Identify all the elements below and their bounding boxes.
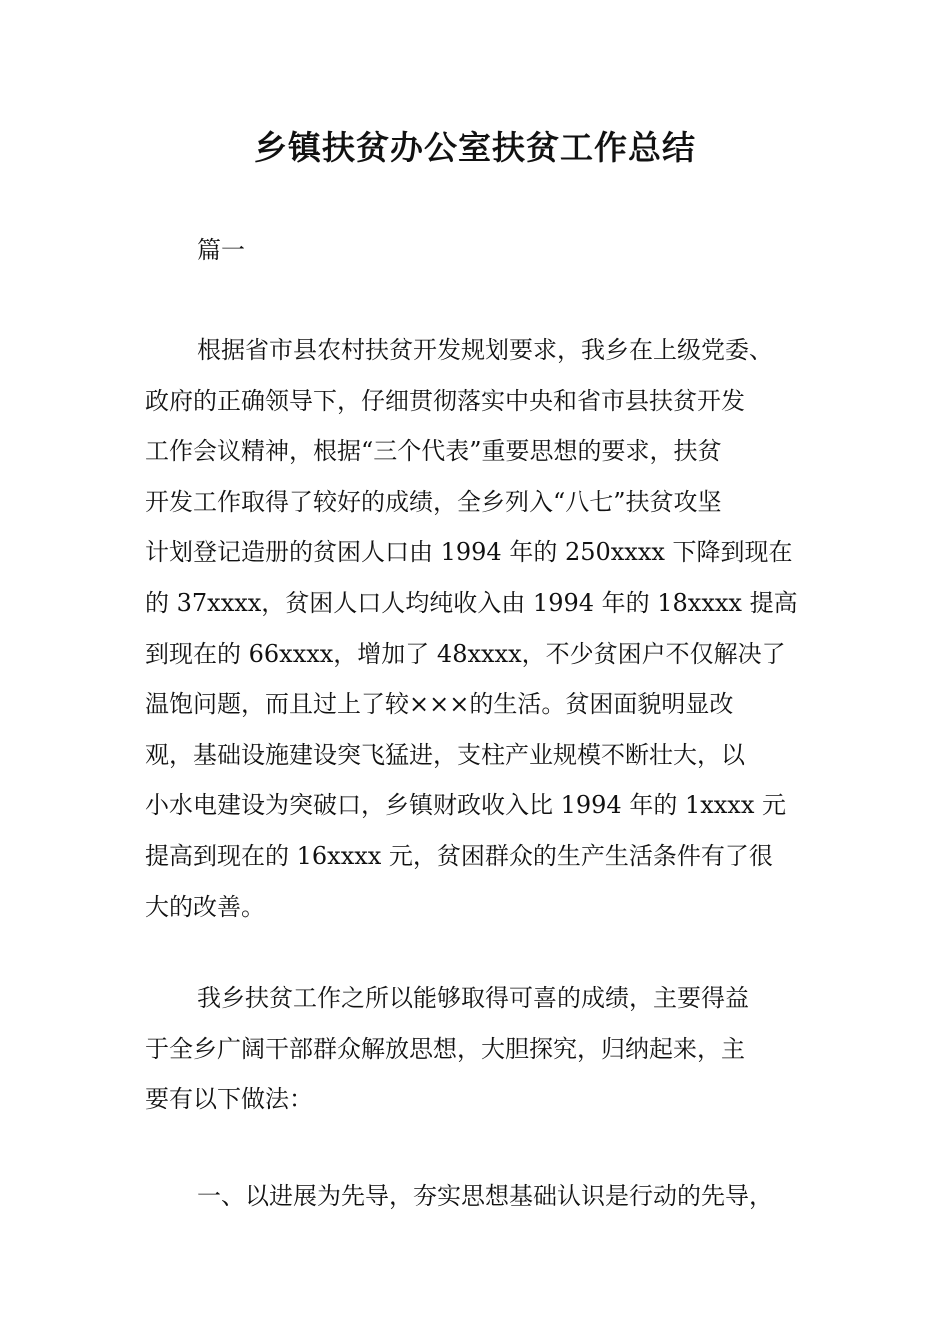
paragraph-line: 一、以进展为先导，夯实思想基础认识是行动的先导， xyxy=(197,1182,773,1210)
paragraph-line: 到现在的 66xxxx，增加了 48xxxx，不少贫困户不仅解决了 xyxy=(145,639,786,668)
paragraph-line: 政府的正确领导下，仔细贯彻落实中央和省市县扶贫开发 xyxy=(145,386,745,415)
paragraph xyxy=(145,1171,825,1222)
paragraph-line: 小水电建设为突破口，乡镇财政收入比 1994 年的 1xxxx 元 xyxy=(145,791,787,820)
paragraph-line: 的 37xxxx，贫困人口人均纯收入由 1994 年的 18xxxx 提高 xyxy=(145,588,798,617)
paragraph-line: 根据省市县农村扶贫开发规划要求，我乡在上级党委、 xyxy=(197,336,773,364)
paragraph-line: 温饱问题，而且过上了较×××的生活。贫困面貌明显改 xyxy=(145,690,734,719)
paragraph-line: 工作会议精神，根据“三个代表”重要思想的要求，扶贫 xyxy=(145,437,722,466)
paragraph-line: 我乡扶贫工作之所以能够取得可喜的成绩，主要得益 xyxy=(197,984,749,1012)
section-label: 篇一 xyxy=(197,236,245,264)
paragraph-line: 要有以下做法： xyxy=(145,1085,313,1114)
paragraph xyxy=(145,973,825,1125)
paragraph-line: 开发工作取得了较好的成绩，全乡列入“八七”扶贫攻坚 xyxy=(145,487,722,516)
document-title: 乡镇扶贫办公室扶贫工作总结 xyxy=(254,128,696,167)
paragraph-line: 提高到现在的 16xxxx 元，贫困群众的生产生活条件有了很 xyxy=(145,841,773,870)
paragraph-line: 于全乡广阔干部群众解放思想，大胆探究，归纳起来，主 xyxy=(145,1034,745,1063)
paragraph xyxy=(145,325,825,932)
paragraph-line: 观，基础设施建设突飞猛进，支柱产业规模不断壮大，以 xyxy=(145,740,745,769)
paragraph-line: 大的改善。 xyxy=(145,892,265,921)
paragraph-line: 计划登记造册的贫困人口由 1994 年的 250xxxx 下降到现在 xyxy=(145,538,793,567)
